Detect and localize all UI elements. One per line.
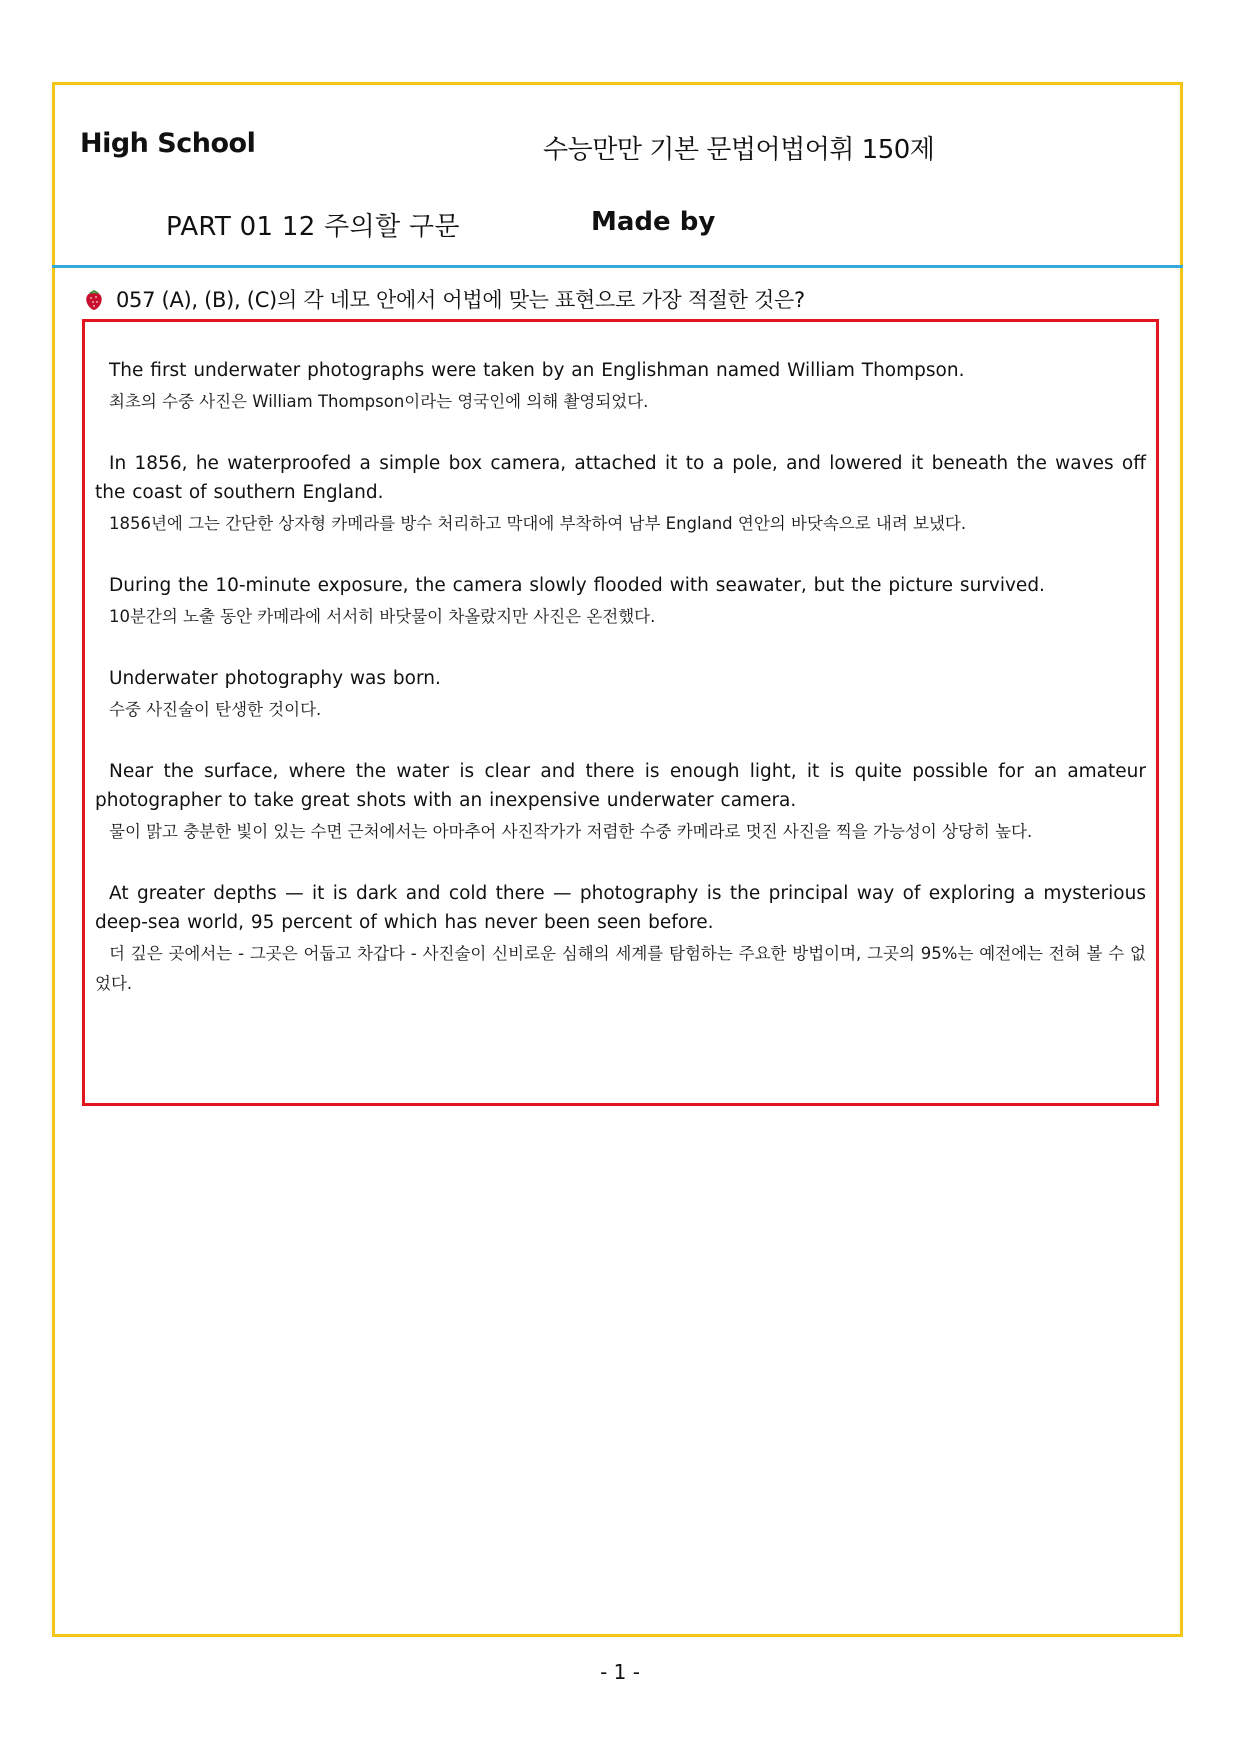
korean-translation: 물이 맑고 충분한 빛이 있는 수면 근처에서는 아마추어 사진작가가 저렴한 수중 카메라로 멋진 사진을 찍을 가능성이 상당히 높다. [109, 822, 1033, 841]
korean-translation: 더 깊은 곳에서는 - 그곳은 어둡고 차갑다 - 사진술이 신비로운 심해의 세계를 탐험하는 주요한 방법이며, 그곳의 95%는 예전에는 전혀 볼 수 없었다. [95, 944, 1146, 993]
passage-sentence [95, 356, 1146, 417]
part-label: PART 01 12 주의할 구문 [166, 212, 460, 242]
english-sentence: The first underwater photographs were taken by an Englishman named William Thompson. [109, 360, 965, 381]
passage-sentence [95, 571, 1146, 632]
made-by-label: Made by [591, 207, 716, 237]
english-sentence: Near the surface, where the water is clear and there is enough light, it is quite possible for an amateur photographer to take great shots with an inexpensive underwater camera. [95, 761, 1146, 811]
passage-sentence [95, 879, 1146, 999]
level-label: High School [80, 128, 256, 159]
strawberry-icon [84, 287, 104, 311]
passage-box [82, 319, 1159, 1106]
book-title: 수능만만 기본 문법어법어휘 150제 [543, 135, 935, 165]
header-divider [52, 265, 1183, 268]
question-text: 057 (A), (B), (C)의 각 네모 안에서 어법에 맞는 표현으로 가장 적절한 것은? [116, 288, 805, 312]
english-sentence: During the 10-minute exposure, the camera slowly flooded with seawater, but the picture survived. [109, 575, 1045, 596]
passage-sentence [95, 664, 1146, 725]
english-sentence: In 1856, he waterproofed a simple box camera, attached it to a pole, and lowered it beneath the waves off the coast of southern England. [95, 453, 1146, 503]
korean-translation: 수중 사진술이 탄생한 것이다. [109, 700, 322, 719]
english-sentence: Underwater photography was born. [109, 668, 441, 689]
passage-sentence [95, 757, 1146, 847]
english-sentence: At greater depths — it is dark and cold there — photography is the principal way of exploring a mysterious deep-sea world, 95 percent of which has never been seen before. [95, 883, 1146, 933]
page-number: - 1 - [600, 1660, 640, 1684]
korean-translation: 최초의 수중 사진은 William Thompson이라는 영국인에 의해 촬영되었다. [109, 392, 649, 411]
korean-translation: 10분간의 노출 동안 카메라에 서서히 바닷물이 차올랐지만 사진은 온전했다. [109, 607, 656, 626]
korean-translation: 1856년에 그는 간단한 상자형 카메라를 방수 처리하고 막대에 부착하여 남부 England 연안의 바닷속으로 내려 보냈다. [109, 514, 967, 533]
passage-sentence [95, 449, 1146, 539]
question-line [84, 284, 805, 314]
